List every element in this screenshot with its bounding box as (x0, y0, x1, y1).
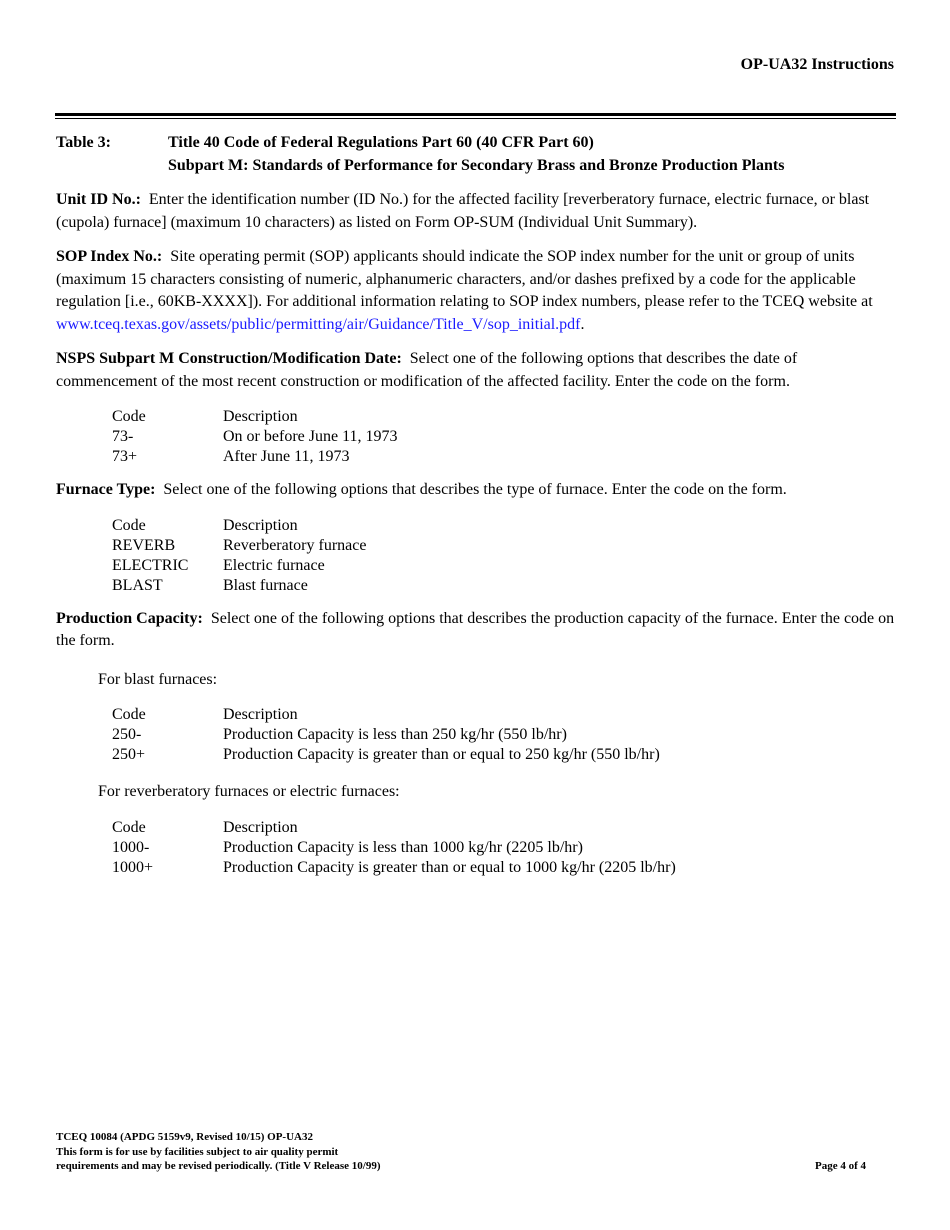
construction-text: Select one of the following options that describes the date of commencement of the most recent construction or modification of the affected facility. Enter the code on the form. (56, 350, 798, 390)
unit-id-label: Unit ID No.: (56, 191, 141, 208)
table-row (112, 838, 896, 858)
table-row (112, 447, 896, 467)
capacity-label: Production Capacity: (56, 609, 203, 627)
code-table-header (112, 705, 896, 725)
reverb-furnace-intro: For reverberatory furnaces or electric furnaces: (98, 783, 400, 800)
description-cell: On or before June 11, 1973 (223, 428, 398, 445)
description-cell: Reverberatory furnace (223, 536, 367, 554)
blast-furnace-intro: For blast furnaces: (98, 670, 218, 688)
description-cell: Electric furnace (223, 556, 325, 574)
table-row (112, 858, 896, 878)
table-row (112, 745, 896, 765)
table-number: Table 3: (56, 134, 111, 151)
description-cell: Production Capacity is greater than or equal to 250 kg/hr (550 lb/hr) (223, 746, 660, 763)
capacity-paragraph (56, 608, 896, 653)
table-title-line1: Title 40 Code of Federal Regulations Part 60 (40 CFR Part 60) (168, 134, 594, 151)
code-table-header (112, 407, 896, 427)
code-cell: ELECTRIC (112, 556, 189, 574)
unit-id-text: Enter the identification number (ID No.) for the affected facility [reverberatory furnace, electric furnace, or blast (cupola) furnace] (maximum 10 characters) as listed on Form OP-SUM (Individual Unit Summary). (56, 191, 870, 231)
header-divider (55, 113, 896, 119)
sop-index-paragraph (56, 246, 896, 336)
code-cell: BLAST (112, 576, 163, 594)
capacity-text: Select one of the following options that describes the production capacity of the furnace. Enter the code on the form. (56, 609, 895, 649)
table-row (112, 427, 896, 447)
code-header: Code (112, 818, 146, 836)
construction-paragraph (56, 348, 896, 393)
page-number: Page 4 of 4 (814, 1160, 866, 1172)
furnace-type-text: Select one of the following options that describes the type of furnace. Enter the code on the form. (163, 481, 787, 498)
furnace-type-paragraph (56, 479, 896, 502)
code-cell: 250+ (112, 746, 146, 763)
table-row (112, 576, 896, 596)
blast-capacity-code-table (112, 705, 896, 765)
code-table-header (112, 818, 896, 838)
description-cell: Production Capacity is greater than or equal to 1000 kg/hr (2205 lb/hr) (223, 858, 676, 876)
code-cell: 1000- (112, 838, 150, 856)
code-cell: 1000+ (112, 858, 154, 876)
code-header: Code (112, 516, 146, 534)
description-cell: After June 11, 1973 (223, 448, 350, 465)
footer-note-line2: requirements and may be revised periodically. (Title V Release 10/99) (56, 1160, 381, 1172)
description-cell: Blast furnace (223, 576, 308, 594)
sop-index-text: Site operating permit (SOP) applicants should indicate the SOP index number for the unit or group of units (maximum 15 characters consisting of numeric, alphanumeric characters, and/or dashes prefixed by a code for the applicable regulation [i.e., 60KB-XXXX]). For additional information relating to SOP index numbers, please refer to the TCEQ website at (56, 248, 873, 310)
code-header: Code (112, 706, 146, 723)
code-table-header (112, 516, 896, 536)
footer-note-line1: This form is for use by facilities subject to air quality permit (56, 1145, 339, 1158)
construction-code-table (112, 407, 896, 467)
sop-index-label: SOP Index No.: (56, 248, 163, 265)
description-header: Description (223, 818, 298, 836)
unit-id-paragraph (56, 189, 896, 234)
sop-index-end: . (580, 315, 585, 333)
table-row (112, 725, 896, 745)
footer-form-id: TCEQ 10084 (APDG 5159v9, Revised 10/15) OP-UA32 (56, 1131, 313, 1143)
table-title-line2: Subpart M: Standards of Performance for Secondary Brass and Bronze Production Plants (168, 156, 785, 174)
table-row (112, 536, 896, 556)
furnace-code-table (112, 516, 896, 596)
construction-label: NSPS Subpart M Construction/Modification Date: (56, 350, 402, 367)
table-row (112, 556, 896, 576)
document-body (56, 132, 896, 878)
description-cell: Production Capacity is less than 1000 kg/hr (2205 lb/hr) (223, 838, 583, 856)
description-header: Description (223, 516, 298, 534)
code-cell: 250- (112, 726, 142, 743)
reverb-capacity-code-table (112, 818, 896, 878)
table-heading (56, 132, 896, 177)
sop-guidance-link[interactable]: www.tceq.texas.gov/assets/public/permitting/air/Guidance/Title_V/sop_initial.pdf (56, 315, 581, 333)
furnace-type-label: Furnace Type: (56, 481, 156, 498)
page-header-title: OP-UA32 Instructions (740, 56, 894, 73)
description-header: Description (223, 408, 298, 425)
code-header: Code (112, 408, 146, 425)
page-footer (56, 1130, 866, 1174)
description-cell: Production Capacity is less than 250 kg/hr (550 lb/hr) (223, 726, 567, 743)
code-cell: 73- (112, 428, 134, 445)
code-cell: REVERB (112, 536, 176, 554)
code-cell: 73+ (112, 448, 138, 465)
description-header: Description (223, 706, 298, 723)
